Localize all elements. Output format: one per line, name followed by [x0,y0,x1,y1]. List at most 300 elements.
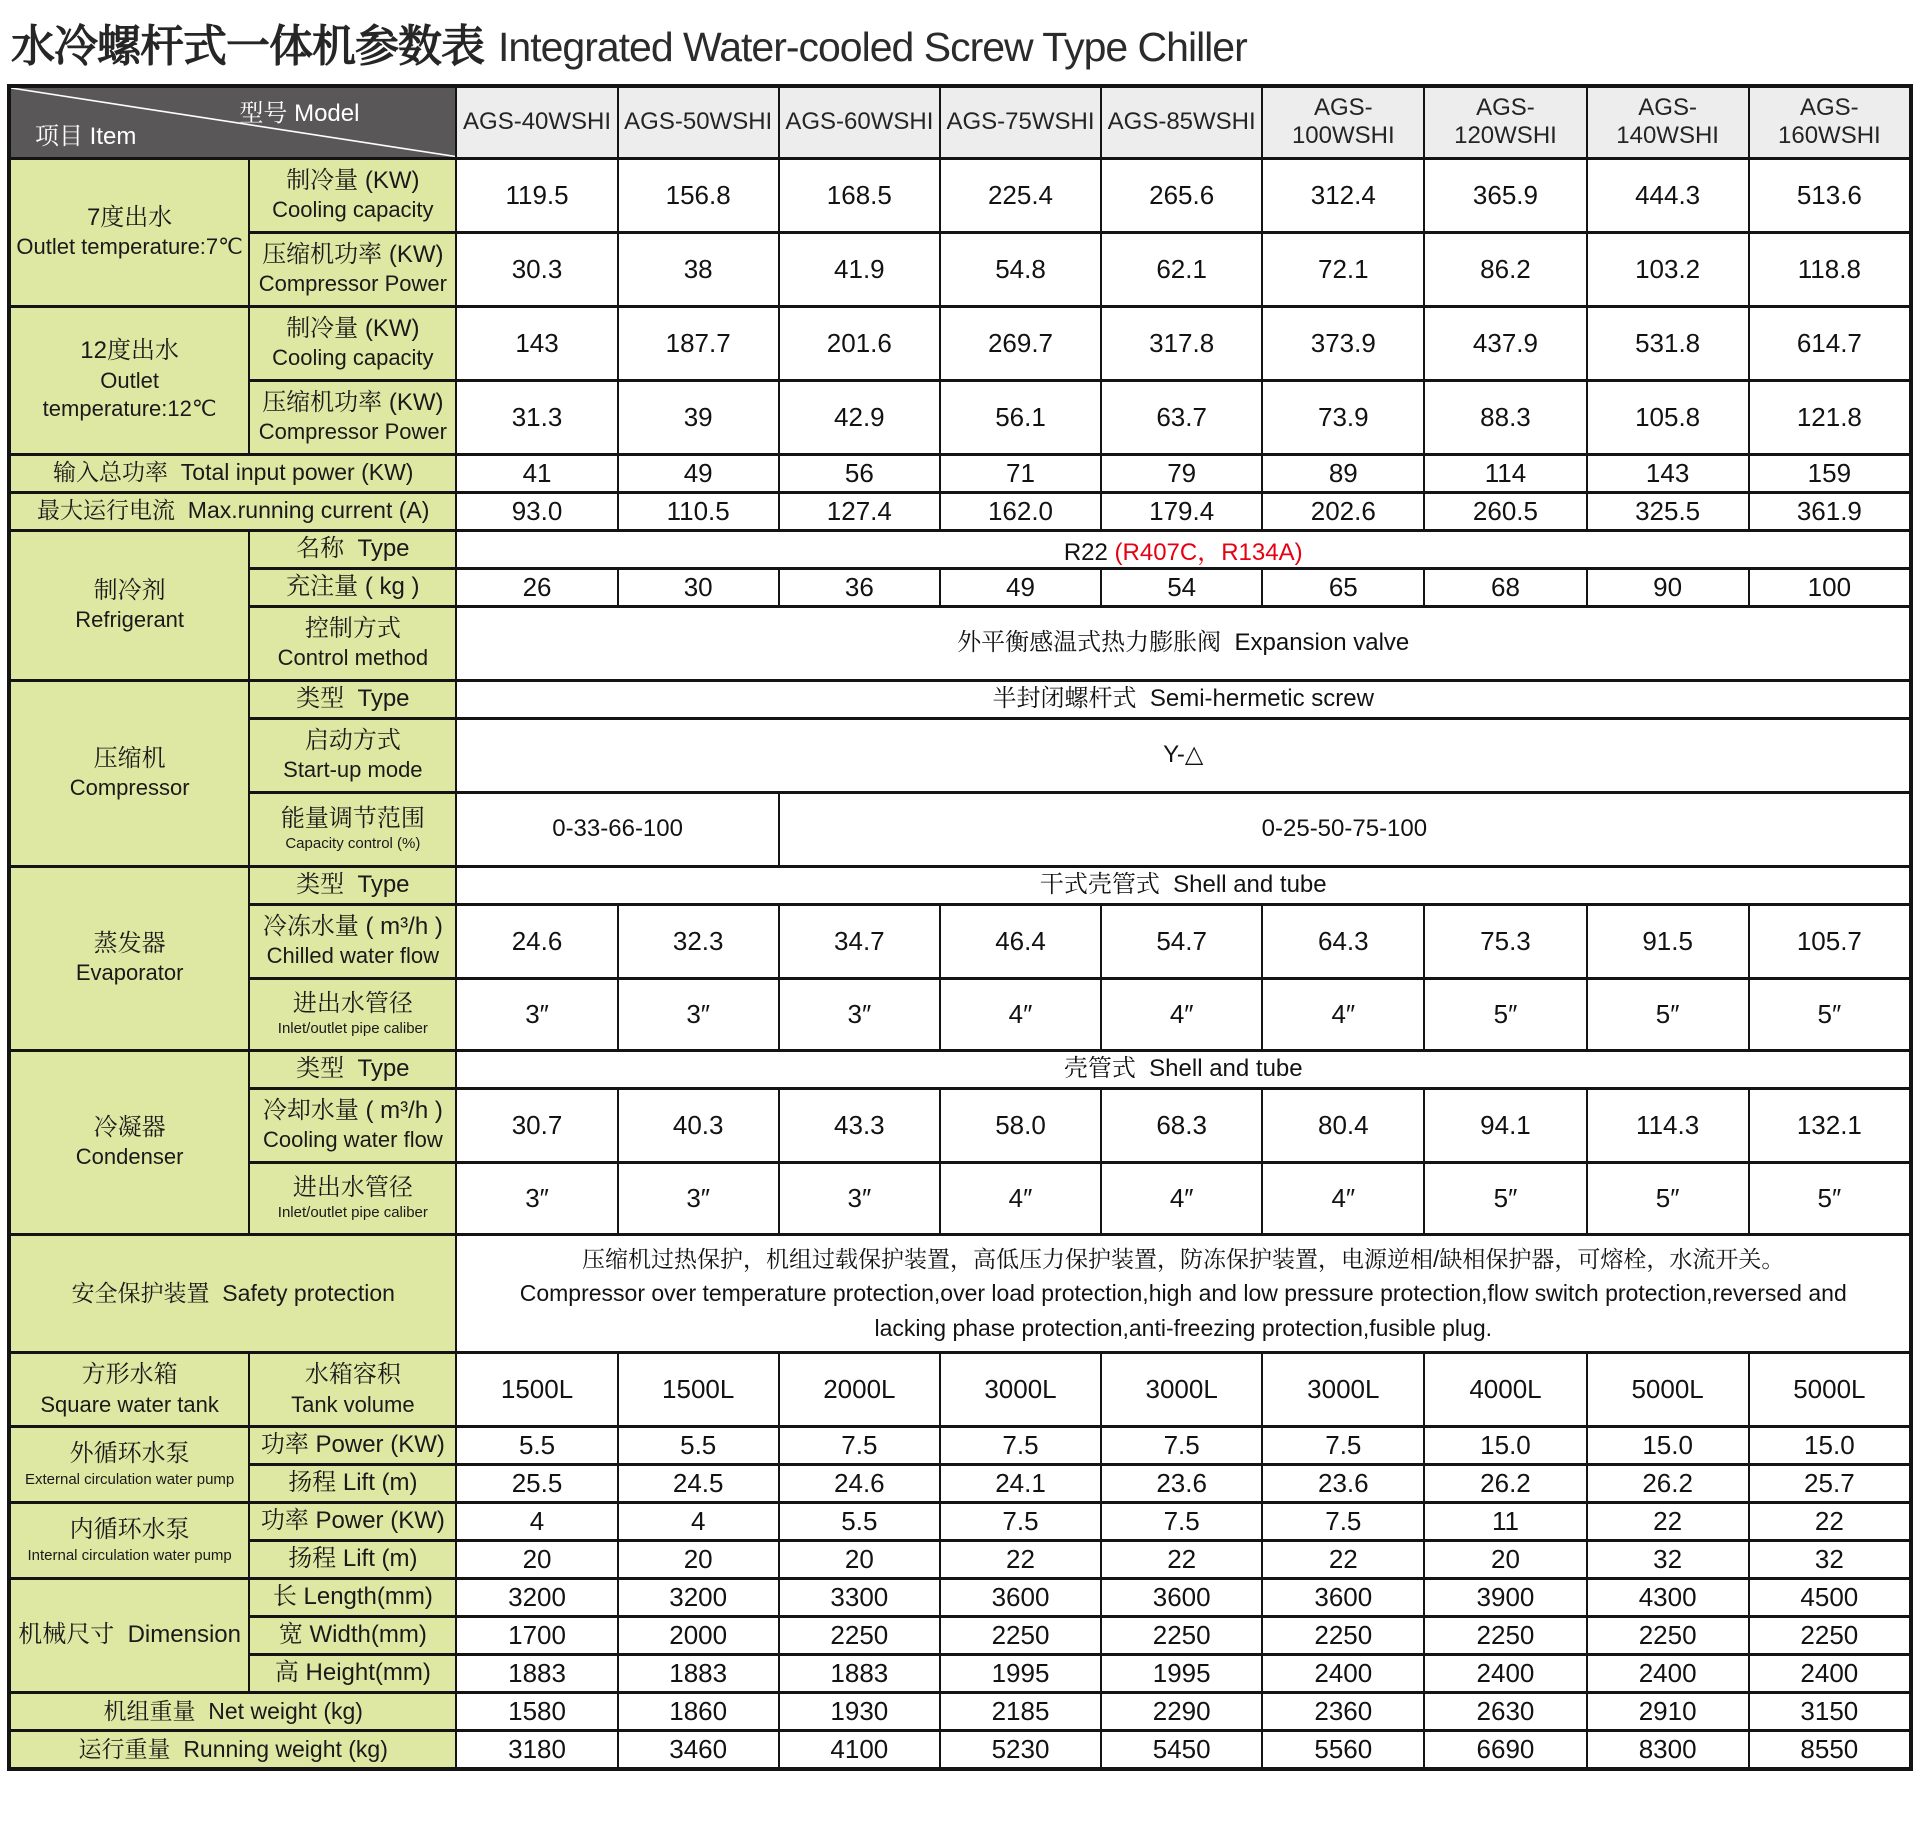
value-cell: 103.2 [1587,232,1749,306]
value-cell: 15.0 [1749,1427,1911,1465]
value-cell: 26.2 [1424,1465,1586,1503]
value-cell: 5.5 [779,1503,940,1541]
row-sub-label [249,866,456,904]
value-cell: 5.5 [456,1427,617,1465]
value-cell: 94.1 [1424,1088,1586,1162]
model-header-label: 型号 Model [239,100,360,127]
value-cell: 3″ [456,1162,617,1234]
label-line: Compressor Power [258,419,447,445]
label-line: External circulation water pump [24,1470,235,1488]
row-sub-label [249,1541,456,1579]
label-line: Chilled water flow [266,943,440,969]
value-cell: 86.2 [1424,232,1586,306]
row-sub-label [249,306,456,380]
label-line: Cooling water flow [262,1127,443,1153]
value-cell: 2400 [1424,1655,1586,1693]
value-cell: 22 [1101,1541,1262,1579]
span-value-cell [456,680,1911,718]
refrigerant-alt-types: (R407C，R134A) [1114,538,1303,566]
value-cell: 373.9 [1262,306,1424,380]
value-cell: 46.4 [940,904,1101,978]
label-line: 蒸发器 [93,929,166,957]
label-line: 12度出水 [80,337,179,365]
model-item-header-cell [9,86,456,158]
value-cell: 2400 [1262,1655,1424,1693]
row-sub-label [249,1427,456,1465]
value-cell: 7.5 [1262,1427,1424,1465]
row-sub-label [249,904,456,978]
row-sub-label [249,1162,456,1234]
value-cell: 132.1 [1749,1088,1911,1162]
row-sub-label [249,606,456,680]
value-cell: 2630 [1424,1693,1586,1731]
span-value-cell [456,718,1911,792]
row-sub-label [249,380,456,454]
label-line: 高 Height(mm) [274,1659,431,1687]
value-cell: 41 [456,454,617,492]
value-cell: 93.0 [456,492,617,530]
label-line: 机械尺寸 Dimension [18,1621,241,1649]
row-sub-label [249,792,456,866]
value-cell: 2000 [618,1617,779,1655]
label-line: 进出水管径 [292,1173,413,1201]
label-line: 类型 Type [296,684,410,712]
row-group-label [9,1427,249,1503]
value-cell: 40.3 [618,1088,779,1162]
value-cell: 72.1 [1262,232,1424,306]
row-label [9,1731,456,1769]
value-cell: 11 [1424,1503,1586,1541]
label-line: 冷冻水量 ( m³/h ) [262,912,443,940]
value-cell: 201.6 [779,306,940,380]
model-header: AGS-60WSHI [779,86,940,158]
value-cell: 39 [618,380,779,454]
value-cell: 1883 [618,1655,779,1693]
value-cell: 365.9 [1424,158,1586,232]
value-cell: 58.0 [940,1088,1101,1162]
value-cell: 25.5 [456,1465,617,1503]
value-cell: 2250 [1101,1617,1262,1655]
value-cell: 20 [456,1541,617,1579]
value-cell: 3″ [779,978,940,1050]
value-cell: 531.8 [1587,306,1749,380]
value-cell: 3180 [456,1731,617,1769]
value-cell: 15.0 [1587,1427,1749,1465]
label-line: Tank volume [291,1391,415,1417]
page-title-zh: 水冷螺杆式一体机参数表 [11,22,484,71]
label-line: 制冷量 (KW) [286,166,420,194]
value-cell: 8550 [1749,1731,1911,1769]
value-cell: 3460 [618,1731,779,1769]
label-line: 功率 Power (KW) [260,1431,445,1459]
span-value-cell [456,530,1911,568]
value-cell: 4 [456,1503,617,1541]
value-cell: 5230 [940,1731,1101,1769]
label-line: 冷却水量 ( m³/h ) [262,1096,443,1124]
value-cell: 22 [1587,1503,1749,1541]
label-line: 名称 Type [296,534,410,562]
value-cell: 4100 [779,1731,940,1769]
value-cell: 2400 [1587,1655,1749,1693]
value-cell: 2250 [779,1617,940,1655]
value-cell: 75.3 [1424,904,1586,978]
label-line: 功率 Power (KW) [260,1507,445,1535]
value-cell: 3200 [456,1579,617,1617]
value-cell: 34.7 [779,904,940,978]
value-cell: 71 [940,454,1101,492]
value-cell: 614.7 [1749,306,1911,380]
label-line: 方形水箱 [81,1361,178,1389]
value-cell: 7.5 [1262,1503,1424,1541]
value-cell: 118.8 [1749,232,1911,306]
value-cell: 5″ [1424,1162,1586,1234]
value-cell: 62.1 [1101,232,1262,306]
value-cell: 187.7 [618,306,779,380]
value-cell: 6690 [1424,1731,1586,1769]
value-cell: 3600 [1101,1579,1262,1617]
label-line: 内循环水泵 [69,1516,190,1544]
value-cell: 3″ [618,1162,779,1234]
label-line: Inlet/outlet pipe caliber [277,1204,428,1222]
value-cell: 3000L [1101,1353,1262,1427]
value-cell: 7.5 [940,1427,1101,1465]
model-header: AGS-85WSHI [1101,86,1262,158]
label-line: Cooling capacity [272,197,434,223]
value-cell: 437.9 [1424,306,1586,380]
value-cell: 2250 [940,1617,1101,1655]
value-cell: 22 [1262,1541,1424,1579]
label-line: Outlet temperature:12℃ [42,368,217,422]
value-cell: 1580 [456,1693,617,1731]
value-cell: 127.4 [779,492,940,530]
value-cell: 4300 [1587,1579,1749,1617]
label-line: 制冷量 (KW) [286,314,420,342]
value-cell: 56 [779,454,940,492]
value-cell: 65 [1262,568,1424,606]
row-group-label [9,1050,249,1234]
value-cell: 105.7 [1749,904,1911,978]
label-line: Condenser [75,1144,184,1170]
value-cell: 54.7 [1101,904,1262,978]
value-cell: 4″ [1101,978,1262,1050]
row-sub-label [249,158,456,232]
value-cell: 56.1 [940,380,1101,454]
value-cell: 68 [1424,568,1586,606]
span-value-cell [456,1050,1911,1088]
value-cell: 49 [940,568,1101,606]
value-cell: 5560 [1262,1731,1424,1769]
value-cell: 30 [618,568,779,606]
row-group-label [9,1503,249,1579]
row-label [9,492,456,530]
row-sub-label [249,232,456,306]
value-cell: 168.5 [779,158,940,232]
value-cell: 110.5 [618,492,779,530]
span-value-cell [456,792,778,866]
value-cell: 24.6 [456,904,617,978]
value-cell: 26 [456,568,617,606]
span-value-cell [456,866,1911,904]
value-cell: 5″ [1749,1162,1911,1234]
label-line: 0-33-66-100 [552,814,683,842]
value-cell: 4″ [1262,1162,1424,1234]
value-cell: 20 [1424,1541,1586,1579]
span-value-cell [456,1234,1911,1353]
value-cell: 1883 [456,1655,617,1693]
value-cell: 3″ [779,1162,940,1234]
label-line: 长 Length(mm) [272,1583,433,1611]
value-cell: 3″ [456,978,617,1050]
value-cell: 159 [1749,454,1911,492]
value-cell: 513.6 [1749,158,1911,232]
label-line: 机组重量 Net weight (kg) [103,1697,363,1724]
value-cell: 1995 [1101,1655,1262,1693]
row-sub-label [249,1465,456,1503]
value-cell: 260.5 [1424,492,1586,530]
value-cell: 1883 [779,1655,940,1693]
row-group-label [9,1353,249,1427]
value-cell: 5″ [1749,978,1911,1050]
label-line: Outlet temperature:7℃ [16,234,243,260]
span-value-cell [456,606,1911,680]
value-cell: 8300 [1587,1731,1749,1769]
value-cell: 5.5 [618,1427,779,1465]
label-line: Y-△ [1163,740,1204,768]
label-line: 壳管式 Shell and tube [1063,1054,1303,1082]
label-line: Evaporator [75,960,184,986]
row-sub-label [249,1050,456,1088]
value-cell: 4″ [1262,978,1424,1050]
value-cell: 15.0 [1424,1427,1586,1465]
value-cell: 4″ [940,978,1101,1050]
value-cell: 2000L [779,1353,940,1427]
value-cell: 265.6 [1101,158,1262,232]
model-header: AGS-160WSHI [1749,86,1911,158]
value-cell: 24.1 [940,1465,1101,1503]
value-cell: 5″ [1587,1162,1749,1234]
value-cell: 31.3 [456,380,617,454]
value-cell: 64.3 [1262,904,1424,978]
value-cell: 79 [1101,454,1262,492]
value-cell: 156.8 [618,158,779,232]
label-line: 输入总功率 Total input power (KW) [53,459,414,486]
value-cell: 26.2 [1587,1465,1749,1503]
value-cell: 3150 [1749,1693,1911,1731]
value-cell: 179.4 [1101,492,1262,530]
label-line: 7度出水 [86,203,173,231]
value-cell: 5000L [1749,1353,1911,1427]
value-cell: 121.8 [1749,380,1911,454]
label-line: 类型 Type [296,870,410,898]
row-sub-label [249,718,456,792]
label-line: Control method [277,645,429,671]
value-cell: 162.0 [940,492,1101,530]
label-line: Refrigerant [75,607,185,633]
value-cell: 312.4 [1262,158,1424,232]
label-line: Start-up mode [283,757,423,783]
value-cell: 32 [1749,1541,1911,1579]
value-cell: 3600 [1262,1579,1424,1617]
value-cell: 38 [618,232,779,306]
value-cell: 7.5 [1101,1503,1262,1541]
value-cell: 4500 [1749,1579,1911,1617]
value-cell: 80.4 [1262,1088,1424,1162]
value-cell: 3600 [940,1579,1101,1617]
row-label [9,1693,456,1731]
value-cell: 24.5 [618,1465,779,1503]
value-cell: 1500L [618,1353,779,1427]
value-cell: 49 [618,454,779,492]
value-cell: 23.6 [1101,1465,1262,1503]
value-cell: 100 [1749,568,1911,606]
value-cell: 325.5 [1587,492,1749,530]
value-cell: 1860 [618,1693,779,1731]
value-cell: 143 [456,306,617,380]
value-cell: 4″ [1101,1162,1262,1234]
value-cell: 119.5 [456,158,617,232]
page-title [11,10,1913,74]
value-cell: 90 [1587,568,1749,606]
row-group-label [9,530,249,680]
value-cell: 23.6 [1262,1465,1424,1503]
row-group-label [9,158,249,306]
value-cell: 7.5 [940,1503,1101,1541]
value-cell: 105.8 [1587,380,1749,454]
value-cell: 30.7 [456,1088,617,1162]
value-cell: 2185 [940,1693,1101,1731]
row-sub-label [249,1503,456,1541]
label-line: 压缩机功率 (KW) [262,240,444,268]
value-cell: 2250 [1424,1617,1586,1655]
value-cell: 73.9 [1262,380,1424,454]
label-line: 压缩机功率 (KW) [262,388,444,416]
value-cell: 2250 [1262,1617,1424,1655]
value-cell: 5″ [1424,978,1586,1050]
row-sub-label [249,568,456,606]
value-cell: 63.7 [1101,380,1262,454]
value-cell: 91.5 [1587,904,1749,978]
value-cell: 444.3 [1587,158,1749,232]
model-header: AGS-120WSHI [1424,86,1586,158]
value-cell: 36 [779,568,940,606]
value-cell: 22 [940,1541,1101,1579]
value-cell: 22 [1749,1503,1911,1541]
row-group-label [9,1579,249,1693]
value-cell: 68.3 [1101,1088,1262,1162]
label-line: 宽 Width(mm) [278,1621,427,1649]
value-cell: 88.3 [1424,380,1586,454]
value-cell: 20 [779,1541,940,1579]
row-group-label [9,866,249,1050]
label-line: 最大运行电流 Max.running current (A) [37,497,430,524]
label-line: 压缩机过热保护，机组过载保护装置，高低压力保护装置，防冻保护装置，电源逆相/缺相保护器，可熔栓，水流开关。 [582,1245,1785,1272]
label-line: 冷凝器 [93,1113,166,1141]
row-sub-label [249,530,456,568]
value-cell: 1995 [940,1655,1101,1693]
row-sub-label [249,978,456,1050]
value-cell: 1700 [456,1617,617,1655]
value-cell: 2400 [1749,1655,1911,1693]
label-line: Compressor [69,775,190,801]
label-line: 控制方式 [304,614,401,642]
value-cell: 43.3 [779,1088,940,1162]
label-line: 启动方式 [304,726,401,754]
row-group-label [9,680,249,866]
value-cell: 3300 [779,1579,940,1617]
label-line: Square water tank [40,1391,219,1417]
value-cell: 89 [1262,454,1424,492]
row-sub-label [249,1088,456,1162]
value-cell: 317.8 [1101,306,1262,380]
row-label [9,1234,456,1353]
value-cell: 225.4 [940,158,1101,232]
value-cell: 3000L [940,1353,1101,1427]
item-header-label: 项目 Item [35,122,137,150]
value-cell: 41.9 [779,232,940,306]
model-header: AGS-75WSHI [940,86,1101,158]
value-cell: 2910 [1587,1693,1749,1731]
label-line: 0-25-50-75-100 [1261,814,1428,842]
value-cell: 20 [618,1541,779,1579]
value-cell: 2290 [1101,1693,1262,1731]
label-line: 类型 Type [296,1054,410,1082]
label-line: 干式壳管式 Shell and tube [1039,870,1327,898]
value-cell: 30.3 [456,232,617,306]
value-cell: 25.7 [1749,1465,1911,1503]
label-line: 外循环水泵 [69,1440,190,1468]
model-header: AGS-50WSHI [618,86,779,158]
label-line: 能量调节范围 [280,804,425,832]
label-line: 充注量 ( kg ) [286,572,420,600]
value-cell: 202.6 [1262,492,1424,530]
label-line: Inlet/outlet pipe caliber [277,1020,428,1038]
label-line: Compressor over temperature protection,over load protection,high and low pressure protection,flow switch protection,reversed and lacking phase protection,anti-freezing protection,fusible plug. [519,1280,1854,1341]
refrigerant-type: R22 [1063,538,1115,566]
value-cell: 54.8 [940,232,1101,306]
model-header: AGS-40WSHI [456,86,617,158]
row-group-label [9,306,249,454]
value-cell: 5″ [1587,978,1749,1050]
row-sub-label [249,1655,456,1693]
label-line: 外平衡感温式热力膨胀阀 Expansion valve [957,628,1410,656]
row-sub-label [249,1579,456,1617]
value-cell: 2250 [1587,1617,1749,1655]
value-cell: 2250 [1749,1617,1911,1655]
value-cell: 5000L [1587,1353,1749,1427]
value-cell: 3200 [618,1579,779,1617]
value-cell: 3000L [1262,1353,1424,1427]
row-sub-label [249,1617,456,1655]
row-sub-label [249,1353,456,1427]
value-cell: 24.6 [779,1465,940,1503]
label-line: 制冷剂 [93,576,166,604]
label-line: 压缩机 [93,744,166,772]
label-line: Compressor Power [258,271,447,297]
label-line: 半封闭螺杆式 Semi-hermetic screw [992,684,1374,712]
value-cell: 4 [618,1503,779,1541]
row-label [9,454,456,492]
label-line: Internal circulation water pump [27,1546,232,1564]
value-cell: 4000L [1424,1353,1586,1427]
value-cell: 3900 [1424,1579,1586,1617]
value-cell: 2360 [1262,1693,1424,1731]
value-cell: 4″ [940,1162,1101,1234]
span-value-cell [779,792,1911,866]
label-line: 运行重量 Running weight (kg) [78,1735,388,1762]
model-header: AGS-140WSHI [1587,86,1749,158]
page-title-en: Integrated Water-cooled Screw Type Chiller [498,24,1247,70]
label-line: 扬程 Lift (m) [288,1545,418,1573]
